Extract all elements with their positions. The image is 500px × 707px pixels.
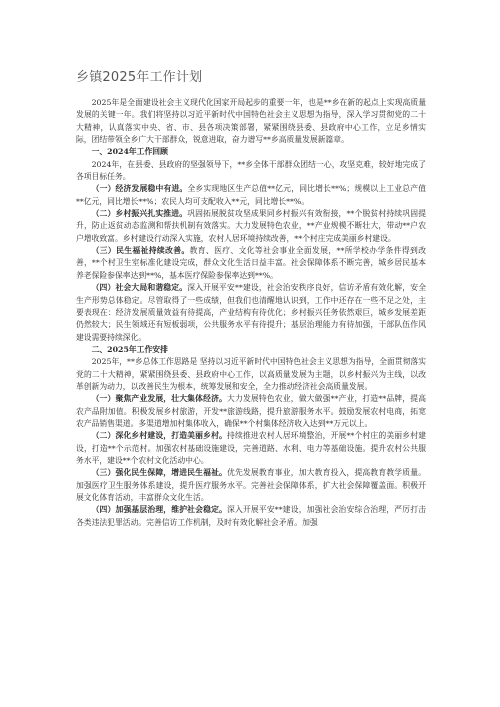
body-paragraph: 2024年，在县委、县政府的坚强领导下，**乡全体干部群众团结一心，攻坚克难，较好地完成了各项目标任务。 xyxy=(76,159,426,182)
body-paragraph: 2025年是全面建设社会主义现代化国家开局起步的重要一年，也是**乡在新的起点上实现高质量发展的关键一年。我们将坚持以习近平新时代中国特色社会主义思想为指导，深入学习贯彻党的二十大精神，认真落实中央、省、市、县各项决策部署，紧紧围绕县委、县政府中心工作，立足乡情实际，团结带领全乡广大干部群众，锐意进取，奋力谱写**乡高质量发展新篇章。 xyxy=(76,98,426,145)
subsection-paragraph xyxy=(76,245,426,282)
subsection-text: 持续推进农村人居环境整治，开展**个村庄的美丽乡村建设，打造**个示范村。加强农村基础设施建设，完善道路、水利、电力等基础设施。提升农村公共服务水平，建设**个农村文化活动中心。 xyxy=(76,431,426,465)
subsection-heading: （三）强化民生保障，增进民生福祉。 xyxy=(91,468,228,478)
subsection-heading: （二）乡村振兴扎实推进。 xyxy=(91,209,188,219)
subsection-paragraph xyxy=(76,467,426,504)
subsection-paragraph xyxy=(76,430,426,467)
subsection-text: 优先发展教育事业，加大教育投入，提高教育教学质量。加强医疗卫生服务体系建设，提升医疗服务水平。完善社会保障体系，扩大社会保障覆盖面。积极开展文化体育活动，丰富群众文化生活。 xyxy=(76,468,426,502)
body-paragraph: 2025年，**乡总体工作思路是 坚持以习近平新时代中国特色社会主义思想为指导，全面贯彻落实党的二十大精神，紧紧围绕县委、县政府中心工作，以高质量发展为主题，以乡村振兴为主线，以改革创新为动力，以改善民生为根本，统筹发展和安全，全力推动经济社会高质量发展。 xyxy=(76,357,426,391)
subsection-text: 巩固拓展脱贫攻坚成果同乡村振兴有效衔接，**个脱贫村持续巩固提升，防止返贫动态监测和帮扶机制有效落实。大力发展特色农业，**产业规模不断壮大，带动**户农户增收致富。乡村建设行动深入实施，农村人居环境持续改善，**个村庄完成美丽乡村建设。 xyxy=(76,209,426,243)
section-heading: 一、2024年工作回顾 xyxy=(91,147,168,157)
subsection-text: 教育、医疗、文化等社会事业全面发展，**所学校办学条件得到改善，**个村卫生室标准化建设完成，群众文化生活日益丰富。社会保障体系不断完善，城乡居民基本养老保险参保率达到**%，基本医疗保险参保率达到**%。 xyxy=(76,246,426,280)
subsection-paragraph xyxy=(76,208,426,245)
section-heading: 二、2025年工作安排 xyxy=(91,344,168,354)
subsection-paragraph xyxy=(76,183,426,208)
subsection-heading: （四）社会大局和谐稳定。 xyxy=(91,283,188,293)
subsection-heading: （四）加强基层治理，维护社会稳定。 xyxy=(91,505,228,515)
subsection-text: 深入开展平安**建设，社会治安秩序良好，信访矛盾有效化解，安全生产形势总体稳定。尽管取得了一些成绩，但我们也清醒地认识到，工作中还存在一些不足之处，主要表现在：经济发展质量效益有待提高，产业结构有待优化；乡村振兴任务依然艰巨，城乡发展差距仍然较大；民生领域还有短板弱项，公共服务水平有待提升；基层治理能力有待加强，干部队伍作风建设需要持续深化。 xyxy=(76,283,426,342)
document-body xyxy=(76,97,426,529)
subsection-heading: （三）民生福祉持续改善。 xyxy=(91,246,190,256)
subsection-paragraph xyxy=(76,504,426,529)
subsection-text: 全乡实现地区生产总值**亿元，同比增长**%；规模以上工业总产值**亿元，同比增长**%；农民人均可支配收入**元，同比增长**%。 xyxy=(76,184,427,206)
subsection-paragraph xyxy=(76,393,426,430)
subsection-heading: （一）聚焦产业发展，壮大集体经济。 xyxy=(91,394,228,404)
subsection-paragraph xyxy=(76,282,426,344)
subsection-heading: （二）深化乡村建设，打造美丽乡村。 xyxy=(91,431,228,441)
document-title: 乡镇2025年工作计划 xyxy=(76,70,203,85)
subsection-text: 大力发展特色农业，做大做强**产业，打造**品牌，提高农产品附加值。积极发展乡村旅游，开发**旅游线路，提升旅游服务水平。鼓励发展农村电商，拓宽农产品销售渠道。多渠道增加村集体收入，确保**个村集体经济收入达到**万元以上。 xyxy=(76,394,426,428)
subsection-text: 深入开展平安**建设，加强社会治安综合治理，严厉打击各类违法犯罪活动。完善信访工作机制，及时有效化解社会矛盾。加强 xyxy=(76,505,426,527)
subsection-heading: （一）经济发展稳中有进。 xyxy=(91,184,188,194)
